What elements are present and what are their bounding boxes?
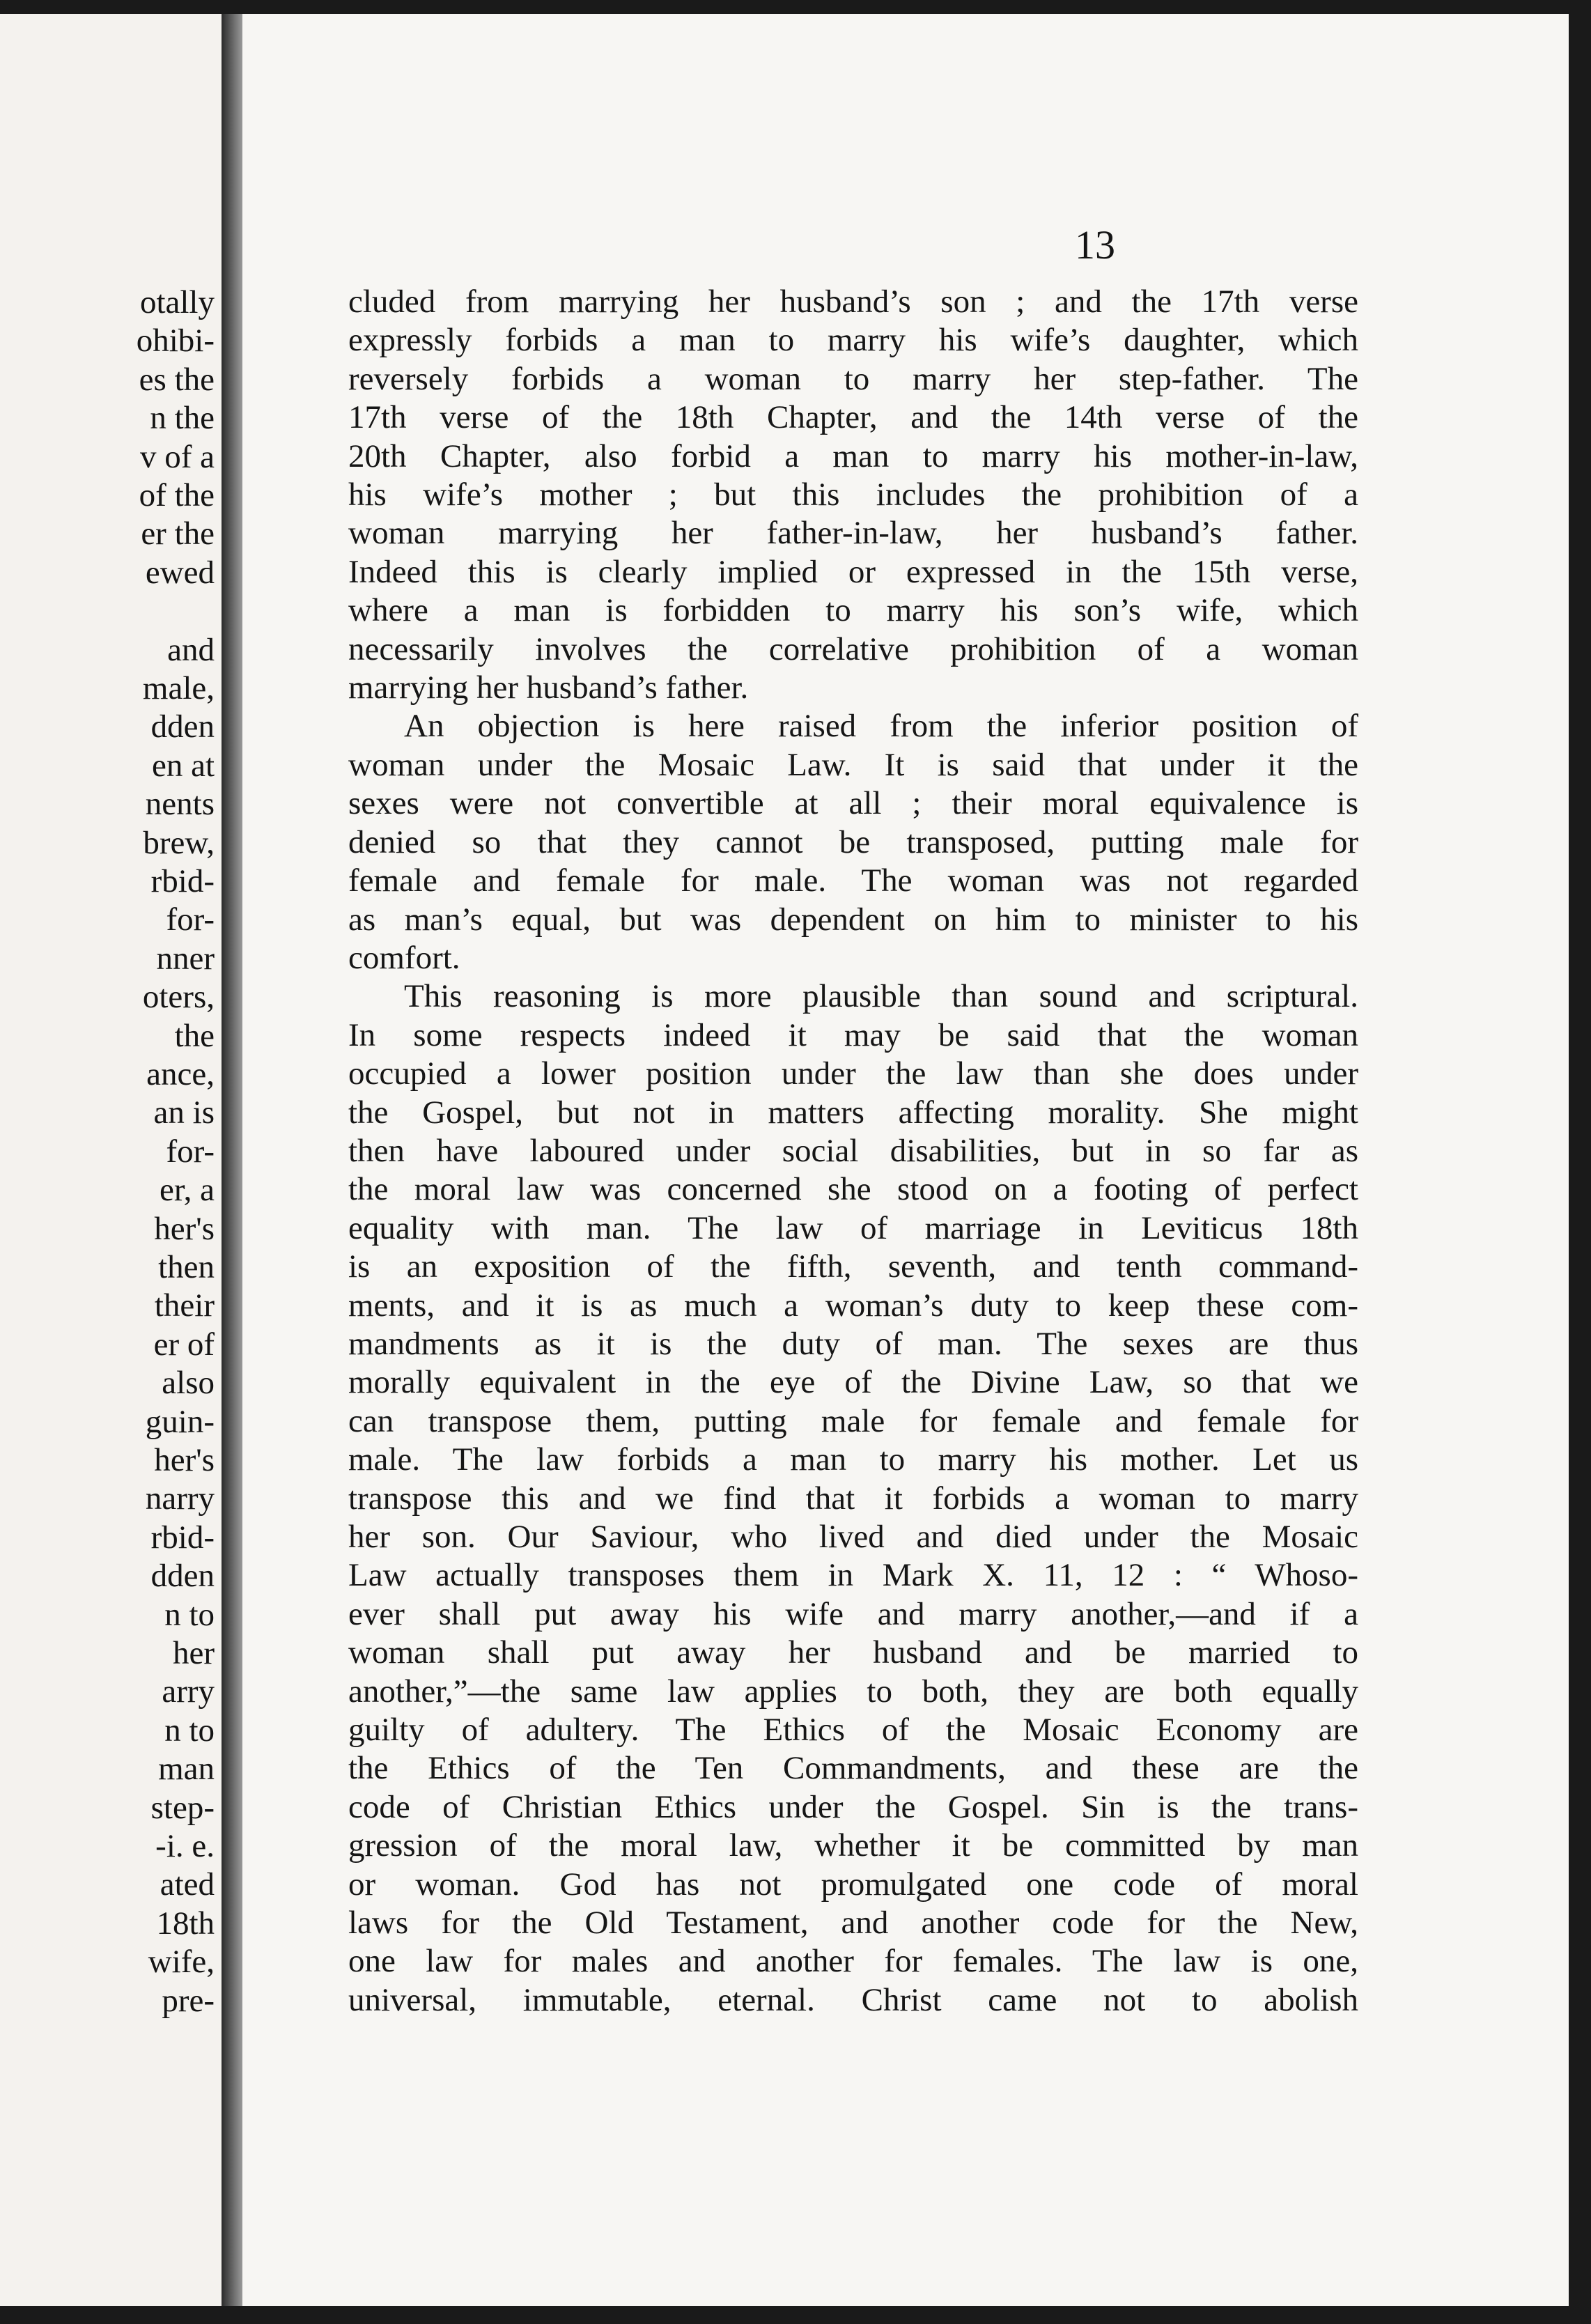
main-page bbox=[242, 14, 1569, 2306]
left-page-line: er, a bbox=[160, 1172, 215, 1209]
left-page-line: their bbox=[154, 1287, 215, 1324]
body-text-line: ever shall put away his wife and marry another,—and if a bbox=[348, 1595, 1358, 1632]
body-text-line: where a man is forbidden to marry his son’s wife, which bbox=[348, 592, 1358, 629]
left-page-line: dden bbox=[150, 708, 215, 745]
body-text-line: can transpose them, putting male for female and female for bbox=[348, 1402, 1358, 1439]
left-page-line: -i. e. bbox=[155, 1828, 215, 1864]
left-page-line: ated bbox=[160, 1866, 215, 1903]
body-text-line: as man’s equal, but was dependent on him to minister to his bbox=[348, 901, 1358, 938]
body-text-line: the Gospel, but not in matters affecting morality. She might bbox=[348, 1094, 1358, 1131]
body-text-line: another,”—the same law applies to both, they are both equally bbox=[348, 1673, 1358, 1710]
body-text-line: his wife’s mother ; but this includes the prohibition of a bbox=[348, 477, 1358, 513]
left-page-line: oters, bbox=[142, 979, 215, 1016]
left-page-line: rbid- bbox=[150, 863, 215, 899]
body-text-line: transpose this and we find that it forbids a woman to marry bbox=[348, 1480, 1358, 1517]
body-text-line: morally equivalent in the eye of the Divine Law, so that we bbox=[348, 1364, 1358, 1401]
body-text-line: woman marrying her father-in-law, her husband’s father. bbox=[348, 515, 1358, 552]
left-page-line: er of bbox=[153, 1326, 215, 1363]
page-number: 13 bbox=[1075, 222, 1115, 268]
body-text-line: ments, and it is as much a woman’s duty to keep these com- bbox=[348, 1287, 1358, 1324]
body-text-line: gression of the moral law, whether it be committed by man bbox=[348, 1827, 1358, 1864]
left-page-line: en at bbox=[151, 747, 215, 784]
body-text-line: laws for the Old Testament, and another code for the New, bbox=[348, 1905, 1358, 1942]
body-text-line: male. The law forbids a man to marry his mother. Let us bbox=[348, 1441, 1358, 1478]
left-page-line: guin- bbox=[145, 1403, 215, 1440]
body-text-line: 17th verse of the 18th Chapter, and the 14th verse of the bbox=[348, 399, 1358, 436]
body-text-line: then have laboured under social disabilities, but in so far as bbox=[348, 1132, 1358, 1169]
body-text-line: sexes were not convertible at all ; their moral equivalence is bbox=[348, 785, 1358, 822]
left-page-line: n the bbox=[150, 400, 215, 437]
body-text-line: cluded from marrying her husband’s son ; and the 17th verse bbox=[348, 284, 1358, 320]
left-page-line: and bbox=[167, 631, 215, 668]
left-page-line: ohibi- bbox=[136, 323, 215, 359]
body-text-line: the moral law was concerned she stood on a footing of perfect bbox=[348, 1171, 1358, 1208]
left-page-line: ewed bbox=[145, 554, 215, 591]
body-text-line: woman under the Mosaic Law. It is said that under it the bbox=[348, 746, 1358, 783]
body-text-line: equality with man. The law of marriage in Leviticus 18th bbox=[348, 1209, 1358, 1246]
body-text-line: expressly forbids a man to marry his wife’s daughter, which bbox=[348, 322, 1358, 359]
body-text-line: is an exposition of the fifth, seventh, and tenth command- bbox=[348, 1248, 1358, 1285]
left-page-line: v of a bbox=[139, 438, 215, 475]
body-text-line: In some respects indeed it may be said that the woman bbox=[348, 1016, 1358, 1053]
left-page-line: ance, bbox=[146, 1056, 215, 1092]
body-text-line: woman shall put away her husband and be married to bbox=[348, 1634, 1358, 1671]
left-page-line: arry bbox=[162, 1673, 215, 1710]
left-page-line: also bbox=[162, 1365, 215, 1402]
body-text-line: An objection is here raised from the inferior position of bbox=[404, 708, 1358, 745]
body-text-line: the Ethics of the Ten Commandments, and these are the bbox=[348, 1750, 1358, 1787]
body-text-line: Indeed this is clearly implied or expressed in the 15th verse, bbox=[348, 553, 1358, 590]
left-page-line: brew, bbox=[143, 824, 215, 861]
body-text-line: Law actually transposes them in Mark X. 11, 12 : “ Whoso- bbox=[348, 1557, 1358, 1594]
left-page-line: wife, bbox=[148, 1944, 215, 1981]
left-page-line: nner bbox=[156, 940, 215, 977]
left-page-line: the bbox=[174, 1017, 215, 1054]
left-page-fragment bbox=[0, 14, 222, 2306]
left-page-line: narry bbox=[145, 1480, 215, 1517]
body-text-line: or woman. God has not promulgated one code of moral bbox=[348, 1866, 1358, 1903]
left-page-line: male, bbox=[142, 670, 215, 706]
body-text-line: code of Christian Ethics under the Gospel. Sin is the trans- bbox=[348, 1788, 1358, 1825]
body-text-line: reversely forbids a woman to marry her step-father. The bbox=[348, 360, 1358, 397]
left-page-line: n to bbox=[164, 1712, 215, 1749]
left-page-line: 18th bbox=[156, 1905, 215, 1942]
body-text-line: one law for males and another for females. The law is one, bbox=[348, 1943, 1358, 1980]
left-page-line: her's bbox=[154, 1210, 215, 1247]
left-page-line: n to bbox=[164, 1596, 215, 1633]
body-text-line: universal, immutable, eternal. Christ came not to abolish bbox=[348, 1981, 1358, 2018]
binding-gutter bbox=[222, 14, 242, 2306]
body-text-line: This reasoning is more plausible than sound and scriptural. bbox=[404, 978, 1358, 1015]
left-page-line: her's bbox=[154, 1442, 215, 1478]
body-text-line: comfort. bbox=[348, 939, 460, 976]
body-text-line: marrying her husband’s father. bbox=[348, 669, 749, 706]
left-page-line: for- bbox=[166, 1133, 215, 1170]
body-text-line: denied so that they cannot be transposed, putting male for bbox=[348, 823, 1358, 860]
left-page-line: nents bbox=[145, 786, 215, 823]
body-text-line: mandments as it is the duty of man. The sexes are thus bbox=[348, 1325, 1358, 1362]
left-page-line: pre- bbox=[162, 1982, 215, 2019]
body-text-line: necessarily involves the correlative prohibition of a woman bbox=[348, 630, 1358, 667]
body-text-line: female and female for male. The woman was not regarded bbox=[348, 862, 1358, 899]
left-page-line: es the bbox=[139, 361, 215, 398]
left-page-line: then bbox=[158, 1249, 215, 1285]
left-page-line: for- bbox=[166, 901, 215, 938]
body-text-line: occupied a lower position under the law than she does under bbox=[348, 1055, 1358, 1092]
body-text-line: her son. Our Saviour, who lived and died under the Mosaic bbox=[348, 1519, 1358, 1555]
right-edge bbox=[1569, 14, 1591, 2306]
left-page-line: dden bbox=[150, 1558, 215, 1595]
left-page-line: of the bbox=[139, 477, 215, 513]
left-page-line: otally bbox=[139, 284, 215, 320]
body-text-line: 20th Chapter, also forbid a man to marry his mother-in-law, bbox=[348, 437, 1358, 474]
left-page-line: rbid- bbox=[150, 1519, 215, 1556]
body-text bbox=[348, 283, 1358, 2020]
body-text-line: guilty of adultery. The Ethics of the Mosaic Economy are bbox=[348, 1712, 1358, 1749]
left-page-line: step- bbox=[150, 1789, 215, 1826]
left-page-line: an is bbox=[153, 1094, 215, 1131]
left-page-line: her bbox=[172, 1635, 215, 1671]
left-page-line: man bbox=[158, 1751, 215, 1788]
left-page-line: er the bbox=[141, 516, 215, 552]
